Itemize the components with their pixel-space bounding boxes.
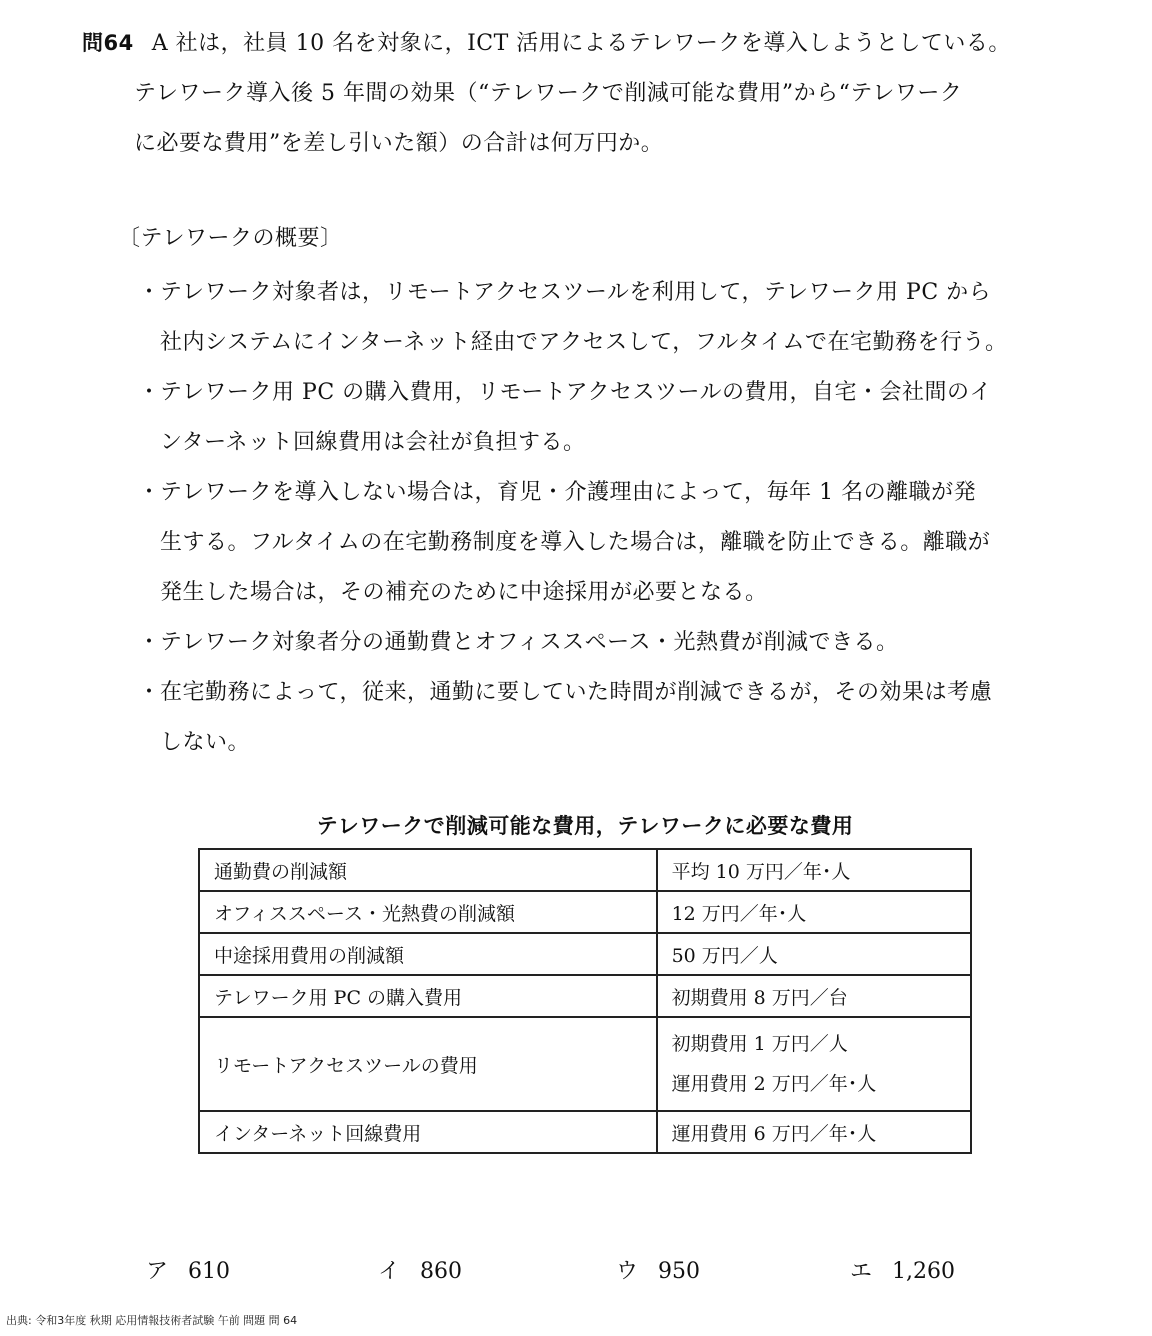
question-line-2: テレワーク導入後 5 年間の効果（“テレワークで削減可能な費用”から“テレワーク [134, 81, 963, 106]
table-cell-value-line: 運用費用 2 万円／年･人 [671, 1073, 877, 1095]
question-line-3: に必要な費用”を差し引いた額）の合計は何万円か。 [134, 131, 664, 156]
cost-table [198, 848, 972, 1154]
choice-value: 950 [658, 1259, 701, 1284]
choice-e[interactable] [850, 1254, 955, 1285]
question-block [82, 18, 1122, 169]
bullet-mark: ・ [138, 280, 161, 305]
table-cell-item: テレワーク用 PC の購入費用 [199, 975, 657, 1017]
question-line-1 [82, 18, 1122, 69]
choice-label: ウ [616, 1259, 639, 1284]
table-cell-item: インターネット回線費用 [199, 1111, 657, 1153]
overview-item [134, 668, 1098, 768]
question-text-1: A 社は，社員 10 名を対象に，ICT 活用によるテレワークを導入しようとしている。 [151, 31, 1011, 56]
bullet-mark: ・ [138, 480, 161, 505]
table-row [199, 891, 971, 933]
table-cell-value: 12 万円／年･人 [657, 891, 971, 933]
table-cell-value-line: 初期費用 1 万円／人 [671, 1033, 848, 1055]
overview-item-line: テレワークを導入しない場合は，育児・介護理由によって，毎年 1 名の離職が発 [160, 480, 977, 505]
table-title: テレワークで削減可能な費用，テレワークに必要な費用 [316, 814, 854, 838]
overview-item-line: 在宅勤務によって，従来，通勤に要していた時間が削減できるが，その効果は考慮 [160, 680, 993, 705]
table-cell-value-multi [657, 1017, 971, 1111]
table-cell-item: オフィススペース・光熱費の削減額 [199, 891, 657, 933]
table-row [199, 933, 971, 975]
overview-item [134, 368, 1098, 468]
cost-table-section [198, 810, 972, 1154]
choice-label: エ [850, 1259, 873, 1284]
overview-title: 〔テレワークの概要〕 [118, 226, 343, 251]
overview-section [118, 214, 1098, 768]
overview-item-line: ンターネット回線費用は会社が負担する。 [160, 430, 586, 455]
bullet-mark: ・ [138, 630, 161, 655]
choice-value: 610 [188, 1259, 231, 1284]
table-row [199, 975, 971, 1017]
choice-i[interactable] [378, 1254, 462, 1285]
choice-label: ア [146, 1259, 169, 1284]
table-row [199, 1111, 971, 1153]
choice-u[interactable] [616, 1254, 700, 1285]
choice-label: イ [378, 1259, 401, 1284]
question-number: 問64 [82, 31, 134, 55]
choice-value: 860 [420, 1259, 463, 1284]
overview-item-line: テレワーク用 PC の購入費用，リモートアクセスツールの費用，自宅・会社間のイ [160, 380, 993, 405]
overview-item-line: 生する。フルタイムの在宅勤務制度を導入した場合は，離職を防止できる。離職が [160, 530, 991, 555]
table-cell-value: 50 万円／人 [657, 933, 971, 975]
table-cell-value: 運用費用 6 万円／年･人 [657, 1111, 971, 1153]
table-cell-item: 通勤費の削減額 [199, 849, 657, 891]
table-cell-item: リモートアクセスツールの費用 [199, 1017, 657, 1111]
answer-choices [146, 1254, 1046, 1294]
choice-a[interactable] [146, 1254, 230, 1285]
overview-item-line: テレワーク対象者分の通勤費とオフィススペース・光熱費が削減できる。 [160, 630, 899, 655]
overview-item [134, 468, 1098, 618]
bullet-mark: ・ [138, 380, 161, 405]
table-cell-value: 初期費用 8 万円／台 [657, 975, 971, 1017]
table-cell-value: 平均 10 万円／年･人 [657, 849, 971, 891]
source-citation: 出典: 令和3年度 秋期 応用情報技術者試験 午前 問題 問 64 [6, 1314, 298, 1327]
overview-item-line: 社内システムにインターネット経由でアクセスして，フルタイムで在宅勤務を行う。 [160, 330, 1008, 355]
overview-list [118, 268, 1098, 768]
table-row [199, 1017, 971, 1111]
overview-item-line: しない。 [160, 730, 251, 755]
bullet-mark: ・ [138, 680, 161, 705]
choice-value: 1,260 [892, 1259, 955, 1284]
overview-item [134, 618, 1098, 668]
table-row [199, 849, 971, 891]
overview-item-line: 発生した場合は，その補充のために中途採用が必要となる。 [160, 580, 768, 605]
overview-item-line: テレワーク対象者は，リモートアクセスツールを利用して，テレワーク用 PC から [160, 280, 992, 305]
table-cell-item: 中途採用費用の削減額 [199, 933, 657, 975]
overview-item [134, 268, 1098, 368]
